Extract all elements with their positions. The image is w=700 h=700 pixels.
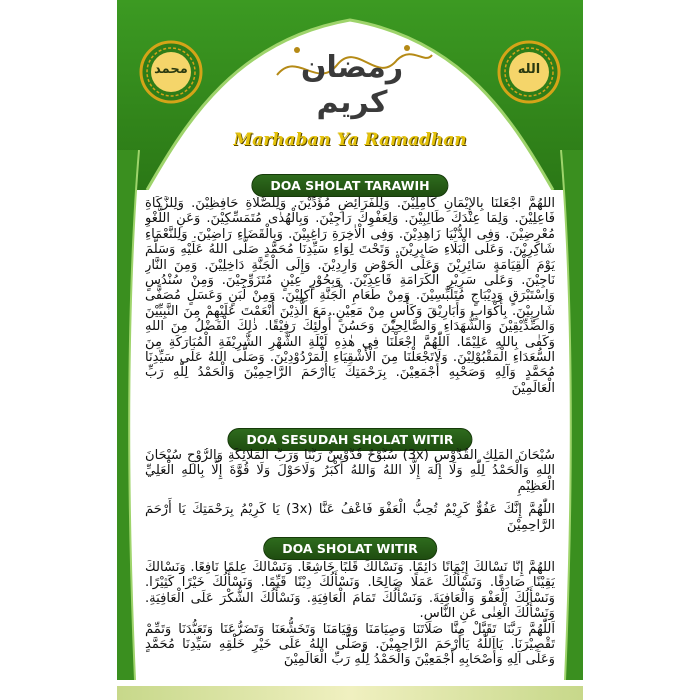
section-title-witir: DOA SHOLAT WITIR bbox=[263, 537, 437, 560]
doa-sesudah-witir-paragraph-2: اللّٰهُمَّ إِنَّكَ عَفُوٌّ كَرِيْمٌ تُحِبُّ الْعَفْوَ فَاعْفُ عَنَّا (3x) يَا كَرِيْمُ بِرَحْمَتِكَ يَا أَرْحَمَ الرَّاحِمِيْنَ bbox=[145, 502, 555, 533]
doa-witir-paragraph-1: اَللّٰهُمَّ إِنَّا نَسْأَلُكَ إِيْمَانًا دَائِمًا. وَنَسْأَلُكَ قَلْبًا خَاشِعًا. وَنَسْأَلُكَ عِلْمًا نَافِعًا. وَنَسْأَلُكَ يَقِيْنًا صَادِقًا. وَنَسْأَلُكَ عَمَلًا صَالِحًا. وَنَسْأَلُكَ دِيْنًا قَيِّمًا. وَنَسْأَلُكَ خَيْرًا كَثِيْرًا. وَنَسْأَلُكَ الْعَفْوَ وَالْعَافِيَةَ. وَنَسْأَلُكَ تَمَامَ الْعَافِيَةِ. وَنَسْأَلُكَ الشُّكْرَ عَلَى الْعَافِيَةِ. وَنَسْأَلُكَ الْغِنٰى عَنِ النَّاسِ. bbox=[145, 560, 555, 622]
subtitle: Marhaban Ya Ramadhan bbox=[233, 130, 467, 150]
footer-band bbox=[117, 686, 583, 700]
section-title-sesudah-witir: DOA SESUDAH SHOLAT WITIR bbox=[227, 428, 472, 451]
doa-witir-paragraph-2: اَللّٰهُمَّ رَبَّنَا تَقَبَّلْ مِنَّا صَلَاتَنَا وَصِيَامَنَا وَقِيَامَنَا وَتَخَشُّعَنَا وَتَضَرُّعَنَا وَتَعَبُّدَنَا وَتَمِّمْ تَقْصِيْرَنَا. يَااَللّٰهُ يَاأَرْحَمَ الرَّاحِمِيْنَ. وَصَلَّى اللهُ عَلَى خَيْرِ خَلْقِهِ سَيِّدِنَا مُحَمَّدٍ وَعَلَى آلِهِ وَأَصْحَابِهِ أَجْمَعِيْنَ وَالْحَمْدُ لِلّٰهِ رَبِّ الْعَالَمِيْنَ bbox=[145, 621, 555, 668]
doa-sesudah-witir-text bbox=[145, 448, 555, 534]
left-green-band bbox=[117, 150, 147, 680]
section-title-tarawih: DOA SHOLAT TARAWIH bbox=[251, 174, 448, 197]
calligraphy-title: رمضان كريم bbox=[300, 50, 404, 120]
poster bbox=[117, 0, 583, 700]
right-green-band bbox=[553, 150, 583, 680]
doa-sesudah-witir-paragraph-1: سُبْحَانَ الْمَلِكِ الْقُدُّوْسِ (3x) سُبُّوْحٌ قُدُّوْسٌ رَبُّنَا وَرَبُّ الْمَلَائِكَةِ وَالرُّوْحِ سُبْحَانَ اللهِ وَالْحَمْدُ لِلّٰهِ وَلَا إِلٰهَ إِلَّا اللهُ وَاللهُ أَكْبَرُ وَلَاحَوْلَ وَلَا قُوَّةَ إِلَّا بِاللهِ الْعَلِيِّ الْعَظِيْمِ bbox=[145, 448, 555, 494]
doa-witir-text bbox=[145, 560, 555, 685]
doa-tarawih-paragraph: اللّٰهُمَّ اجْعَلْنَا بِالْإِيْمَانِ كَامِلِيْنَ. وَلِلْفَرَائِضِ مُؤَدِّيْنَ. وَلِلصَّلَاةِ حَافِظِيْنَ. وَلِلزَّكَاةِ فَاعِلِيْنَ. وَلِمَا عِنْدَكَ طَالِبِيْنَ. وَلِعَفْوِكَ رَاجِيْنَ. وَبِالْهُدٰى مُتَمَسِّكِيْنَ. وَعَنِ اللَّغْوِ مُعْرِضِيْنَ. وَفِى الدُّنْيَا زَاهِدِيْنَ. وَفِى الْاٰخِرَةِ رَاغِبِيْنَ. وَبِالْقَضَاءِ رَاضِيْنَ. وَلِلنَّعْمَاءِ شَاكِرِيْنَ. وَعَلَى الْبَلَاءِ صَابِرِيْنَ. وَتَحْتَ لِوَاءِ سَيِّدِنَا مُحَمَّدٍ صَلَّى اللهُ عَلَيْهِ وَسَلَّمَ يَوْمَ الْقِيَامَةِ سَائِرِيْنَ وَعَلَى الْحَوْضِ وَارِدِيْنَ. وَإِلَى الْجَنَّةِ دَاخِلِيْنَ. وَمِنَ النَّارِ نَاجِيْنَ. وَعَلٰى سَرِيْرِ الْكَرَامَةِ قَاعِدِيْنَ. وَبِحُوْرٍ عِيْنٍ مُتَزَوِّجِيْنَ. وَمِنْ سُنْدُسٍ وَاِسْتَبْرَقٍ وَدِيْبَاجٍ مُتَلَبِّسِيْنَ. وَمِنْ طَعَامِ الْجَنَّةِ آكِلِيْنَ. وَمِنْ لَبَنٍ وَعَسَلٍ مُصَفًّى شَارِبِيْنَ. بِأَكْوَابٍ وَأَبَارِيْقَ وَكَأْسٍ مِنْ مَعِيْنٍ. مَعَ الَّذِيْنَ أَنْعَمْتَ عَلَيْهِمْ مِنَ النَّبِيِّيْنَ وَالصِّدِّيْقِيْنَ وَالشُّهَدَاءِ وَالصَّالِحِيْنَ وَحَسُنَ أُولٰئِكَ رَفِيْقًا. ذٰلِكَ الْفَضْلُ مِنَ اللهِ وَكَفٰى بِاللهِ عَلِيْمًا. اَللّٰهُمَّ اجْعَلْنَا فِي هٰذِهِ لَيْلَةِ الشَّهْرِ الشَّرِيْفَةِ الْمُبَارَكَةِ مِنَ السُّعَدَاءِ الْمَقْبُوْلِيْنَ. وَلَاتَجْعَلْنَا مِنَ الْأَشْقِيَاءِ الْمَرْدُوْدِيْنَ. وَصَلَّى اللهُ عَلَى سَيِّدِنَا مُحَمَّدٍ وَآلِهِ وَصَحْبِهِ أَجْمَعِيْنَ. بِرَحْمَتِكَ يَاأَرْحَمَ الرَّاحِمِيْنَ وَالْحَمْدُ لِلّٰهِ رَبِّ الْعَالَمِيْنَ bbox=[145, 196, 555, 396]
medallion-right-text: الله bbox=[517, 62, 541, 77]
medallion-left-text: محمد bbox=[154, 62, 188, 77]
doa-tarawih-text bbox=[145, 196, 555, 424]
